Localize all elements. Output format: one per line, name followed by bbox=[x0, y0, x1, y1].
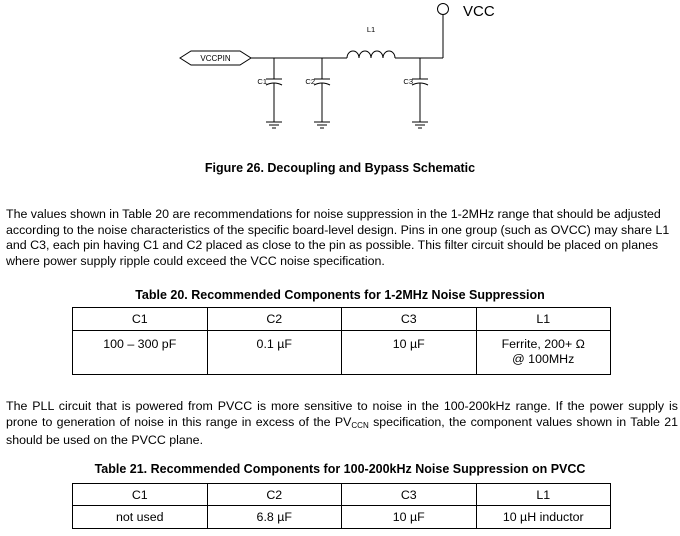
capacitor-c3 bbox=[412, 58, 428, 128]
header-l1: L1 bbox=[476, 308, 611, 331]
cell-l1-line1: Ferrite, 200+ Ω bbox=[501, 337, 585, 351]
cell-c1: not used bbox=[73, 506, 208, 529]
capacitor-c2 bbox=[314, 58, 330, 128]
figure-caption: Figure 26. Decoupling and Bypass Schematic bbox=[204, 161, 476, 175]
vccpin-label: VCCPIN bbox=[200, 54, 231, 63]
header-c3: C3 bbox=[342, 484, 477, 506]
capacitor-c1 bbox=[266, 58, 282, 128]
table-row bbox=[73, 331, 611, 375]
header-l1: L1 bbox=[476, 484, 611, 506]
cell-c3: 10 µF bbox=[342, 331, 477, 375]
table21-title: Table 21. Recommended Components for 100-200kHz Noise Suppression on PVCC bbox=[94, 462, 586, 476]
pvccn-subscript: CCN bbox=[351, 420, 369, 430]
l1-label: L1 bbox=[366, 25, 376, 34]
c1-label: C1 bbox=[257, 77, 267, 86]
cell-l1-line2: @ 100MHz bbox=[512, 352, 575, 366]
header-c2: C2 bbox=[207, 308, 342, 331]
table-row bbox=[73, 506, 611, 529]
vcc-label: VCC bbox=[463, 3, 495, 20]
cell-c2: 0.1 µF bbox=[207, 331, 342, 375]
table-header-row bbox=[73, 484, 611, 506]
cell-c2: 6.8 µF bbox=[207, 506, 342, 529]
c2-label: C2 bbox=[305, 77, 315, 86]
table21 bbox=[72, 483, 611, 529]
cell-l1: 10 µH inductor bbox=[476, 506, 611, 529]
header-c3: C3 bbox=[342, 308, 477, 331]
paragraph2-before: The PLL circuit that is powered from PVCC is more sensitive to noise in the 100-200kHz range. If the power supply is prone to generation of noise in this range in excess of the PV bbox=[6, 399, 678, 429]
cell-l1 bbox=[476, 331, 611, 375]
header-c2: C2 bbox=[207, 484, 342, 506]
table20 bbox=[72, 307, 611, 375]
decoupling-schematic bbox=[0, 0, 680, 150]
table-header-row bbox=[73, 308, 611, 331]
cell-c1: 100 – 300 pF bbox=[73, 331, 208, 375]
paragraph-pll-noise bbox=[6, 399, 678, 449]
paragraph-noise-suppression: The values shown in Table 20 are recommendations for noise suppression in the 1-2MHz range that should be adjusted according to the noise characteristics of the specific board-level design. Pins in one group (such as OVCC) may share L1 and C3, each pin having C1 and C2 placed as close to the pin as possible. This filter circuit should be placed on planes where power supply ripple could exceed the VCC noise specification. bbox=[6, 207, 670, 268]
cell-c3: 10 µF bbox=[342, 506, 477, 529]
c3-label: C3 bbox=[403, 77, 413, 86]
inductor-l1 bbox=[347, 51, 395, 58]
paragraph2-after: specification, the component values shown in Table 21 should be used on the PVCC plane. bbox=[6, 414, 678, 448]
header-c1: C1 bbox=[73, 308, 208, 331]
table20-title: Table 20. Recommended Components for 1-2MHz Noise Suppression bbox=[135, 288, 545, 302]
header-c1: C1 bbox=[73, 484, 208, 506]
vcc-terminal bbox=[438, 4, 449, 15]
